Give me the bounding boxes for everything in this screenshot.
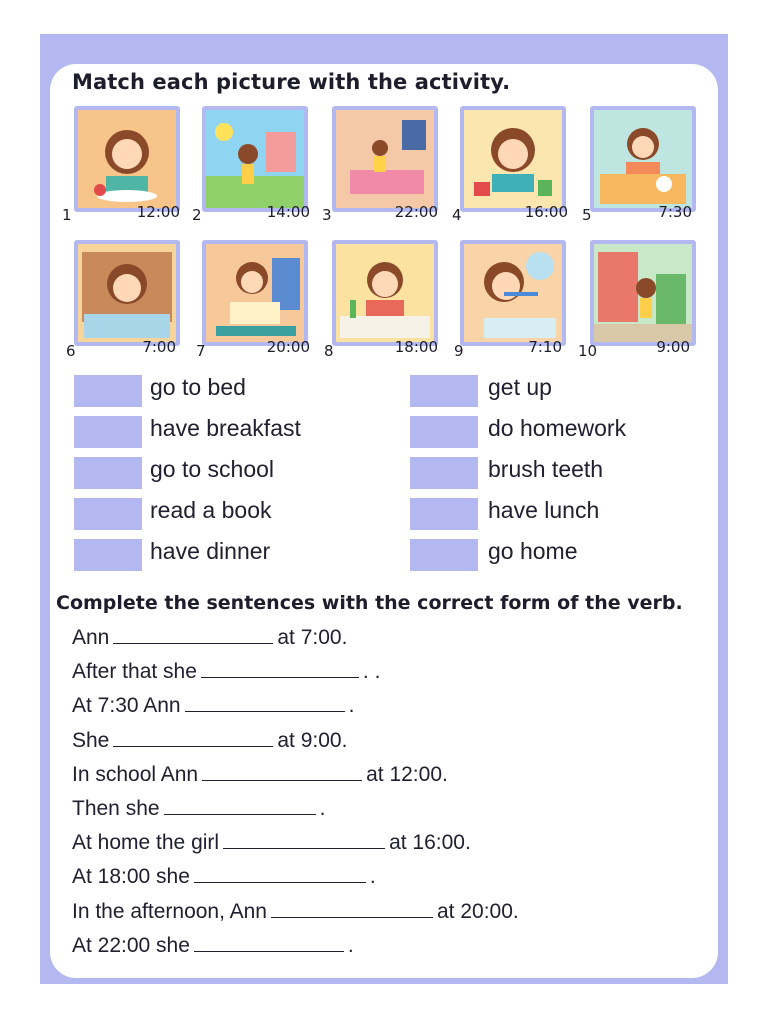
answer-blank[interactable] [223, 834, 385, 849]
answer-box[interactable] [74, 416, 142, 448]
sentence-end: . [347, 934, 354, 957]
picture-number: 6 [66, 342, 76, 360]
picture-6 [74, 240, 180, 346]
answer-box[interactable] [410, 539, 478, 571]
picture-number: 2 [192, 206, 202, 224]
answer-blank[interactable] [164, 800, 316, 815]
picture-time: 7:00 [142, 338, 176, 356]
answer-blank[interactable] [201, 663, 359, 678]
picture-number: 8 [324, 342, 334, 360]
activity-label: get up [488, 374, 552, 400]
answer-blank[interactable] [202, 766, 362, 781]
activity-label: go home [488, 538, 578, 564]
picture-time: 12:00 [136, 203, 180, 221]
sentence-row [72, 763, 448, 787]
girl-eating-lunch-icon [78, 110, 176, 208]
sentence-row [72, 626, 347, 650]
picture-time: 7:10 [528, 338, 562, 356]
activity-label: brush teeth [488, 456, 604, 482]
sentence-end: . . [362, 660, 381, 683]
activity-label: do homework [488, 415, 627, 441]
sentence-start: At 7:30 Ann [72, 694, 181, 717]
picture-time: 22:00 [394, 203, 438, 221]
activity-label: go to school [150, 456, 275, 482]
girl-doing-homework-icon [464, 110, 562, 208]
girl-brushing-teeth-icon [464, 244, 562, 342]
answer-blank[interactable] [185, 697, 345, 712]
answer-box[interactable] [74, 498, 142, 530]
sentence-row [72, 797, 325, 821]
picture-time: 16:00 [524, 203, 568, 221]
girl-having-breakfast-icon [594, 110, 692, 208]
picture-3 [332, 106, 438, 212]
picture-number: 7 [196, 342, 206, 360]
girl-reading-book-icon [206, 244, 304, 342]
sentence-end: at 20:00. [437, 900, 519, 923]
sentence-start: In the afternoon, Ann [72, 900, 267, 923]
activity-label: read a book [150, 497, 272, 523]
picture-number: 10 [578, 342, 598, 360]
sentence-start: Ann [72, 626, 110, 649]
picture-number: 1 [62, 206, 72, 224]
activity-label: have breakfast [150, 415, 301, 441]
sentence-row [72, 865, 376, 889]
sentence-start: She [72, 729, 110, 752]
girl-getting-up-icon [78, 244, 176, 342]
sentence-end: . [348, 694, 355, 717]
answer-box[interactable] [74, 375, 142, 407]
sentence-start: At home the girl [72, 831, 220, 854]
picture-10 [590, 240, 696, 346]
section-title-match: Match each picture with the activity. [72, 70, 511, 94]
picture-time: 14:00 [266, 203, 310, 221]
girl-going-to-bed-icon [336, 110, 434, 208]
answer-box[interactable] [410, 375, 478, 407]
picture-8 [332, 240, 438, 346]
sentence-row [72, 660, 380, 684]
answer-box[interactable] [410, 457, 478, 489]
picture-time: 20:00 [266, 338, 310, 356]
sentence-row [72, 729, 347, 753]
answer-blank[interactable] [271, 903, 433, 918]
picture-9 [460, 240, 566, 346]
sentence-row [72, 831, 471, 855]
activity-label: have dinner [150, 538, 271, 564]
picture-number: 3 [322, 206, 332, 224]
answer-blank[interactable] [194, 868, 366, 883]
activity-label: go to bed [150, 374, 246, 400]
sentence-end: at 7:00. [277, 626, 348, 649]
activity-label: have lunch [488, 497, 600, 523]
sentence-start: At 18:00 she [72, 865, 190, 888]
answer-box[interactable] [74, 457, 142, 489]
picture-time: 9:00 [656, 338, 690, 356]
sentence-start: After that she [72, 660, 197, 683]
sentence-row [72, 694, 354, 718]
answer-blank[interactable] [113, 732, 273, 747]
picture-number: 9 [454, 342, 464, 360]
girl-going-to-school-icon [594, 244, 692, 342]
picture-7 [202, 240, 308, 346]
sentence-start: In school Ann [72, 763, 199, 786]
picture-4 [460, 106, 566, 212]
picture-number: 5 [582, 206, 592, 224]
sentence-end: at 12:00. [366, 763, 448, 786]
sentence-end: . [369, 865, 376, 888]
answer-box[interactable] [410, 498, 478, 530]
sentence-row [72, 900, 519, 924]
sentence-start: Then she [72, 797, 160, 820]
sentence-end: at 9:00. [277, 729, 348, 752]
girl-walking-home-icon [206, 110, 304, 208]
picture-time: 7:30 [658, 203, 692, 221]
picture-time: 18:00 [394, 338, 438, 356]
answer-blank[interactable] [194, 937, 344, 952]
girl-having-dinner-icon [336, 244, 434, 342]
sentence-row [72, 934, 354, 958]
picture-1 [74, 106, 180, 212]
picture-2 [202, 106, 308, 212]
answer-box[interactable] [74, 539, 142, 571]
picture-number: 4 [452, 206, 462, 224]
sentence-start: At 22:00 she [72, 934, 190, 957]
sentence-end: . [319, 797, 326, 820]
answer-box[interactable] [410, 416, 478, 448]
picture-5 [590, 106, 696, 212]
answer-blank[interactable] [113, 629, 273, 644]
sentence-end: at 16:00. [389, 831, 471, 854]
section-title-complete: Complete the sentences with the correct form of the verb. [56, 592, 683, 614]
